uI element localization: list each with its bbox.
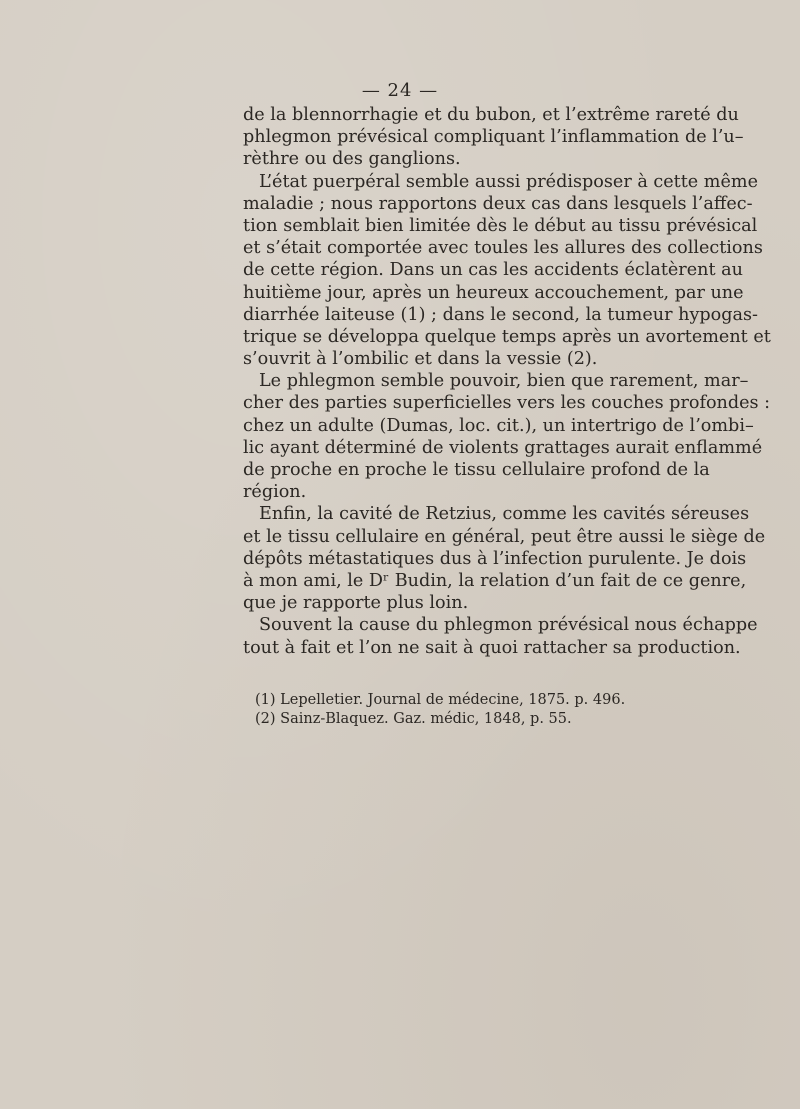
text-line: rèthre ou des ganglions. <box>243 149 461 170</box>
text-line: et le tissu cellulaire en général, peut être aussi le siège de <box>243 526 766 547</box>
text-line: s’ouvrit à l’ombilic et dans la vessie (2). <box>243 349 598 370</box>
text-line: Souvent la cause du phlegmon prévésical nous échappe <box>259 615 758 636</box>
footnote: (1) Lepelletier. Journal de médecine, 1875. p. 496. <box>255 692 626 708</box>
text-line: Enfin, la cavité de Retzius, comme les cavités séreuses <box>259 504 750 525</box>
text-line: Le phlegmon semble pouvoir, bien que rarement, mar– <box>259 371 749 392</box>
footnotes <box>255 691 695 729</box>
text-line: à mon ami, le Dʳ Budin, la relation d’un fait de ce genre, <box>243 570 747 591</box>
text-line: tout à fait et l’on ne sait à quoi rattacher sa production. <box>243 637 741 658</box>
text-line: phlegmon prévésical compliquant l’inflammation de l’u– <box>243 127 744 148</box>
text-line: de proche en proche le tissu cellulaire profond de la <box>243 460 710 480</box>
text-line: diarrhée laiteuse (1) ; dans le second, la tumeur hypogas- <box>243 304 758 325</box>
text-line: lic ayant déterminé de violents grattages aurait enflammé <box>243 437 763 458</box>
text-line: de la blennorrhagie et du bubon, et l’extrême rareté du <box>243 105 739 125</box>
body-text <box>243 104 771 659</box>
text-line: tion semblait bien limitée dès le début au tissu prévésical <box>243 215 758 236</box>
text-line: région. <box>243 482 307 503</box>
text-line: et s’était comportée avec toules les allures des collections <box>243 238 763 259</box>
text-line: maladie ; nous rapportons deux cas dans lesquels l’affec- <box>243 193 753 214</box>
text-line: dépôts métastatiques dus à l’infection purulente. Je dois <box>243 548 747 569</box>
text-line: que je rapporte plus loin. <box>243 593 469 614</box>
text-line: L’état puerpéral semble aussi prédisposer à cette même <box>259 171 758 192</box>
text-line: cher des parties superficielles vers les couches profondes : <box>243 393 771 414</box>
text-line: chez un adulte (Dumas, loc. cit.), un intertrigo de l’ombi– <box>243 415 754 436</box>
page-number: — 24 — <box>361 80 439 101</box>
text-line: de cette région. Dans un cas les accidents éclatèrent au <box>243 260 743 281</box>
text-line: huitième jour, après un heureux accouchement, par une <box>243 282 744 303</box>
footnote: (2) Sainz-Blaquez. Gaz. médic, 1848, p. 55. <box>255 711 572 727</box>
text-line: trique se développa quelque temps après un avortement et <box>243 326 771 347</box>
